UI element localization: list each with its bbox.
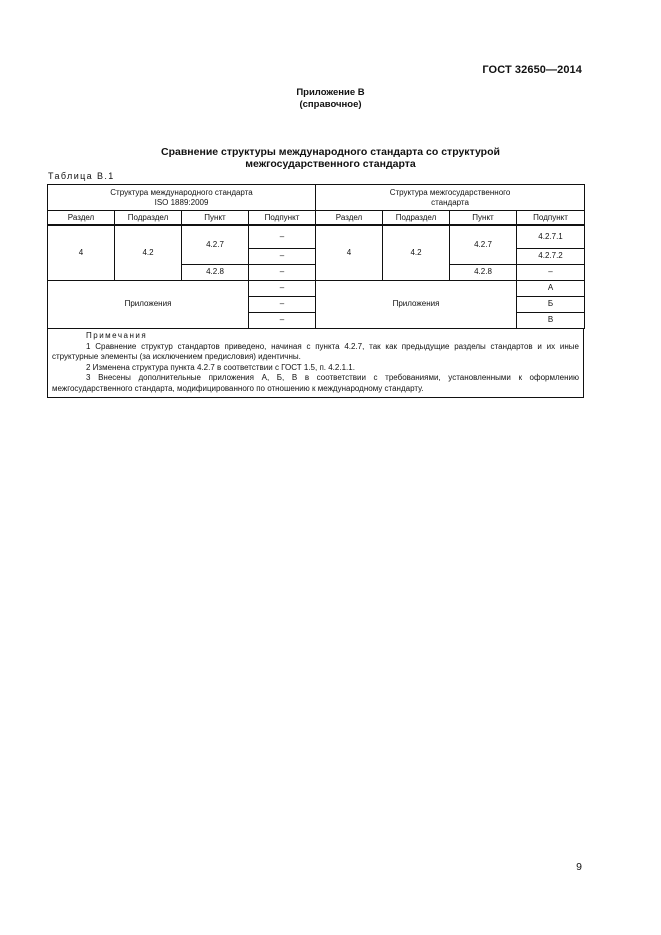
- intl-subclause-cell: –: [249, 225, 316, 248]
- intl-subsection-cell: 4.2: [115, 225, 182, 280]
- column-header: Подраздел: [383, 211, 450, 226]
- column-header: Раздел: [48, 211, 115, 226]
- column-header: Подпункт: [249, 211, 316, 226]
- intergov-subclause-cell: 4.2.7.1: [517, 225, 585, 248]
- note-item: 1 Сравнение структур стандартов приведено, начиная с пункта 4.2.7, так как предыдущие разделы стандартов и их иные структурные элементы (за исключением предисловия) идентичны.: [52, 341, 579, 361]
- intergov-appendices-label: Приложения: [316, 280, 517, 328]
- intl-structure-header: [48, 185, 316, 211]
- intl-appendix-cell: –: [249, 296, 316, 312]
- table-group-header-row: [48, 185, 585, 211]
- intl-header-line2: ISO 1889:2009: [154, 197, 209, 207]
- table-title-line1: Сравнение структуры международного стандарта со структурой: [161, 146, 500, 158]
- document-code: ГОСТ 32650—2014: [482, 64, 582, 76]
- intl-appendix-cell: –: [249, 280, 316, 296]
- intl-header-line1: Структура международного стандарта: [110, 187, 253, 197]
- intergov-section-cell: 4: [316, 225, 383, 280]
- intl-subclause-cell: –: [249, 264, 316, 280]
- table-title: [0, 146, 661, 170]
- column-header: Пункт: [182, 211, 249, 226]
- table-row: [48, 225, 585, 248]
- notes-heading: Примечания: [86, 331, 148, 340]
- column-header: Пункт: [450, 211, 517, 226]
- intergov-subsection-cell: 4.2: [383, 225, 450, 280]
- intergov-structure-header: [316, 185, 585, 211]
- intergov-header-line1: Структура межгосударственного: [389, 187, 511, 197]
- intergov-appendix-cell: Б: [517, 296, 585, 312]
- appendix-title: Приложение В: [296, 87, 365, 98]
- note-item: 2 Изменена структура пункта 4.2.7 в соответствии с ГОСТ 1.5, п. 4.2.1.1.: [86, 362, 355, 372]
- table-column-header-row: [48, 211, 585, 226]
- intergov-subclause-cell: 4.2.7.2: [517, 248, 585, 264]
- intl-appendices-label: Приложения: [48, 280, 249, 328]
- table-row: [48, 280, 585, 296]
- intergov-clause-cell: 4.2.8: [450, 264, 517, 280]
- appendix-kind: (справочное): [299, 99, 362, 110]
- column-header: Подраздел: [115, 211, 182, 226]
- intergov-appendix-cell: В: [517, 312, 585, 328]
- intergov-header-line2: стандарта: [431, 197, 469, 207]
- table-title-line2: межгосударственного стандарта: [245, 158, 416, 170]
- column-header: Раздел: [316, 211, 383, 226]
- note-item: 3 Внесены дополнительные приложения А, Б, В в соответствии с требованиями, установленными к оформлению межгосударственного стандарта, модифицированного по отношению к международному стандарту.: [52, 373, 579, 393]
- intergov-subclause-cell: –: [517, 264, 585, 280]
- intl-clause-cell: 4.2.8: [182, 264, 249, 280]
- comparison-table: [47, 184, 585, 329]
- intergov-clause-cell: 4.2.7: [450, 225, 517, 264]
- intergov-appendix-cell: А: [517, 280, 585, 296]
- table-notes: [47, 329, 584, 398]
- page-number: 9: [576, 861, 582, 873]
- table-caption: Таблица В.1: [48, 171, 115, 181]
- intl-section-cell: 4: [48, 225, 115, 280]
- intl-appendix-cell: –: [249, 312, 316, 328]
- intl-subclause-cell: –: [249, 248, 316, 264]
- column-header: Подпункт: [517, 211, 585, 226]
- intl-clause-cell: 4.2.7: [182, 225, 249, 264]
- appendix-heading: [0, 87, 661, 111]
